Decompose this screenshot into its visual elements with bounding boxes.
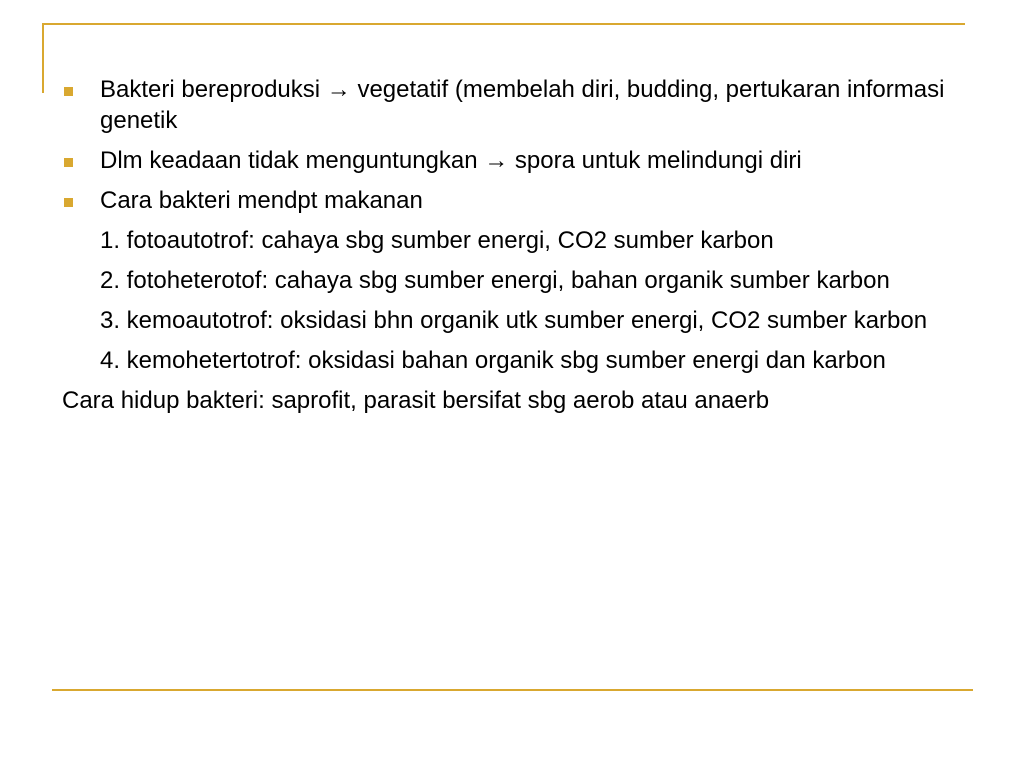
square-bullet-icon: [64, 198, 73, 207]
square-bullet-icon: [64, 87, 73, 96]
summary-line: Cara hidup bakteri: saprofit, parasit bersifat sbg aerob atau anaerb: [62, 387, 770, 414]
top-border-line: [42, 23, 965, 25]
bullet-text-end: vegetatif (membelah diri, budding, pertukaran informasi genetik: [100, 76, 945, 134]
sub-item-photoautotroph: 1. fotoautotrof: cahaya sbg sumber energi, CO2 sumber karbon: [100, 227, 774, 254]
bullet-text: Cara bakteri mendpt makanan: [100, 187, 423, 214]
bullet-item-unfavorable-conditions: [62, 145, 962, 176]
bullet-text-end: spora untuk melindungi diri: [508, 147, 802, 174]
bullet-text-start: Bakteri bereproduksi: [100, 76, 327, 103]
arrow-right-icon: →: [326, 76, 351, 103]
bullet-text-start: Dlm keadaan tidak menguntungkan: [100, 147, 485, 174]
bullet-item-nutrition: [62, 185, 962, 216]
bullet-item-reproduction: [62, 74, 962, 136]
left-border-line: [42, 23, 44, 93]
sub-item-photoheterotroph: 2. fotoheterotof: cahaya sbg sumber energi, bahan organik sumber karbon: [100, 267, 890, 294]
square-bullet-icon: [64, 158, 73, 167]
bottom-border-line: [52, 689, 973, 691]
slide-content: [62, 74, 962, 425]
sub-item-chemoautotroph: 3. kemoautotrof: oksidasi bhn organik utk sumber energi, CO2 sumber karbon: [100, 307, 928, 334]
arrow-right-icon: →: [484, 147, 509, 174]
sub-item-chemoheterotroph: 4. kemohetertotrof: oksidasi bahan organik sbg sumber energi dan karbon: [100, 347, 886, 374]
